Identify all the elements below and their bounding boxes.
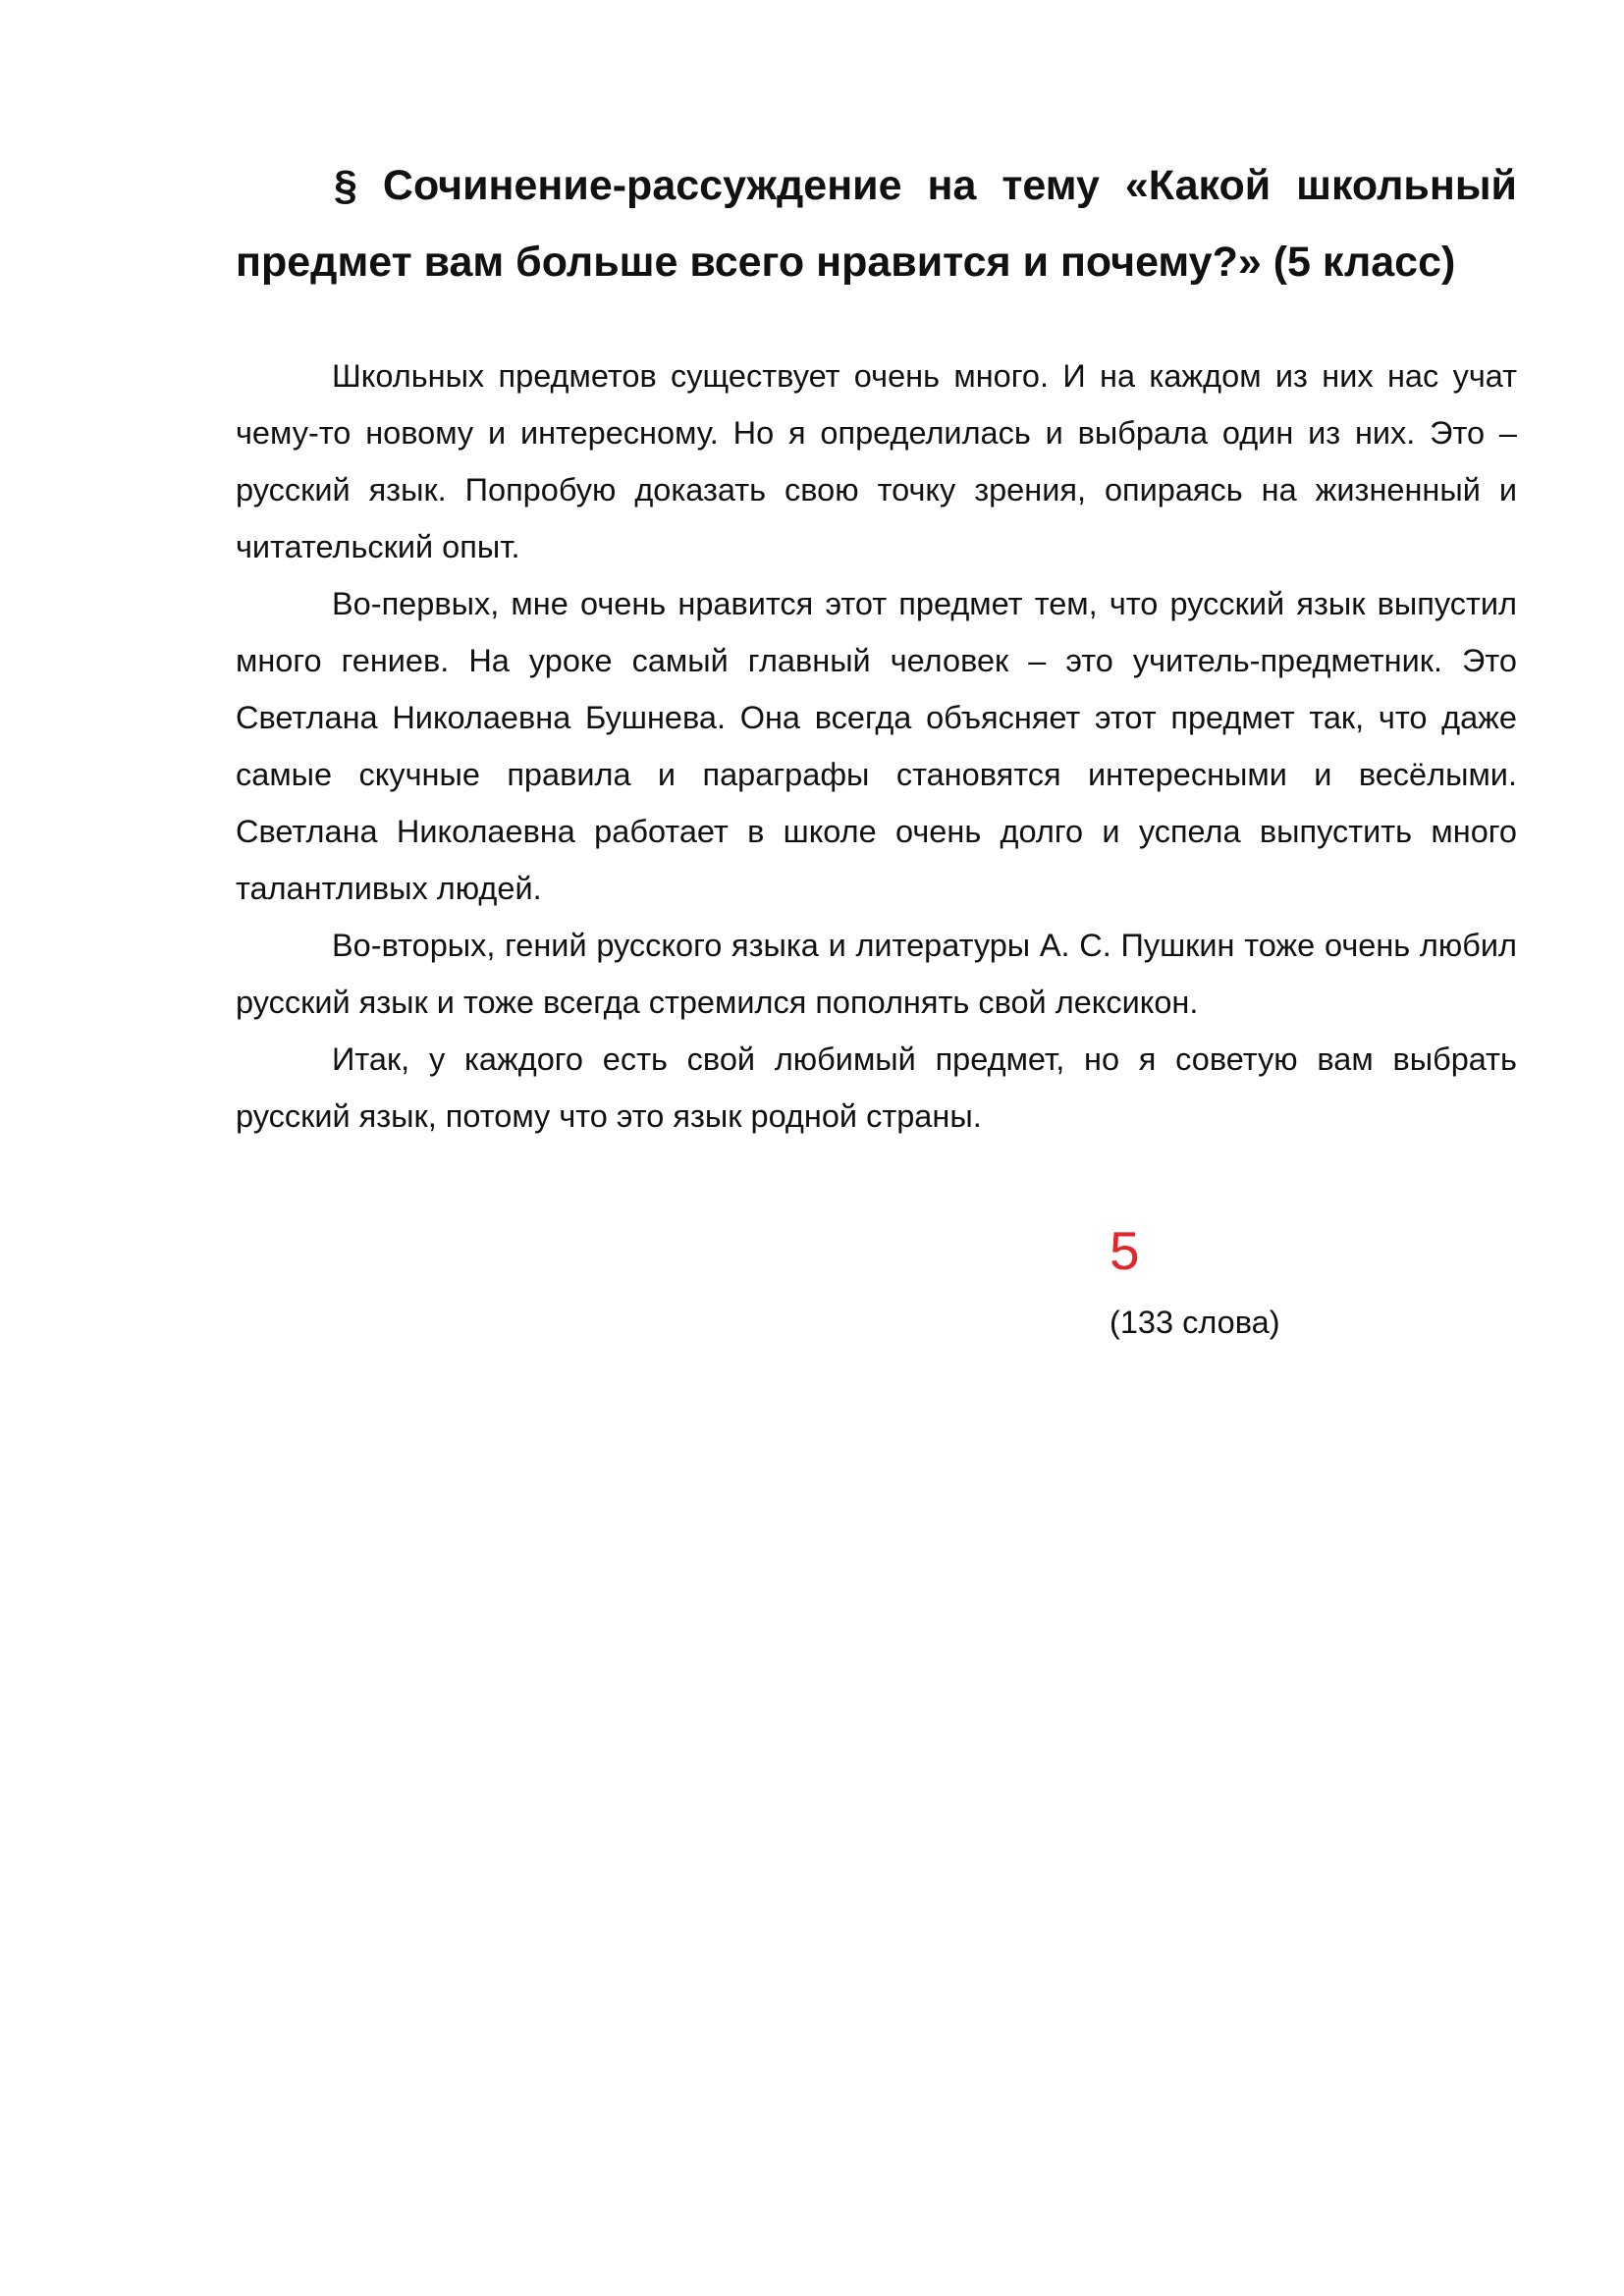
essay-title-line-2: предмет вам больше всего нравится и почему?» (5 класс) xyxy=(236,239,1456,286)
grade-block xyxy=(1110,1211,1280,1347)
essay-title-line-1: § Сочинение-рассуждение на тему «Какой школьный xyxy=(334,162,1517,209)
paragraph-intro: Школьных предметов существует очень много. И на каждом из них нас учат чему-то новому и интересному. Но я определилась и выбрала один из них. Это – русский язык. Попробую доказать свою точку зрения, опираясь на жизненный и читательский опыт. xyxy=(236,358,1517,564)
essay-content xyxy=(236,147,1517,1145)
paragraph-conclusion: Итак, у каждого есть свой любимый предмет, но я советую вам выбрать русский язык, потому что это язык родной страны. xyxy=(236,1041,1517,1134)
essay-title xyxy=(236,147,1517,300)
paragraph-second-argument: Во-вторых, гений русского языка и литературы А. С. Пушкин тоже очень любил русский язык и тоже всегда стремился пополнять свой лексикон. xyxy=(236,928,1517,1020)
grade-mark: 5 xyxy=(1110,1220,1140,1281)
paragraph-first-argument: Во-первых, мне очень нравится этот предмет тем, что русский язык выпустил много гениев. На уроке самый главный человек – это учитель-предметник. Это Светлана Николаевна Бушнева. Она всегда объясняет этот предмет так, что даже самые скучные правила и параграфы становятся интересными и весёлыми. Светлана Николаевна работает в школе очень долго и успела выпустить много талантливых людей. xyxy=(236,586,1517,906)
word-count: (133 слова) xyxy=(1110,1305,1280,1340)
essay-body xyxy=(236,347,1517,1145)
